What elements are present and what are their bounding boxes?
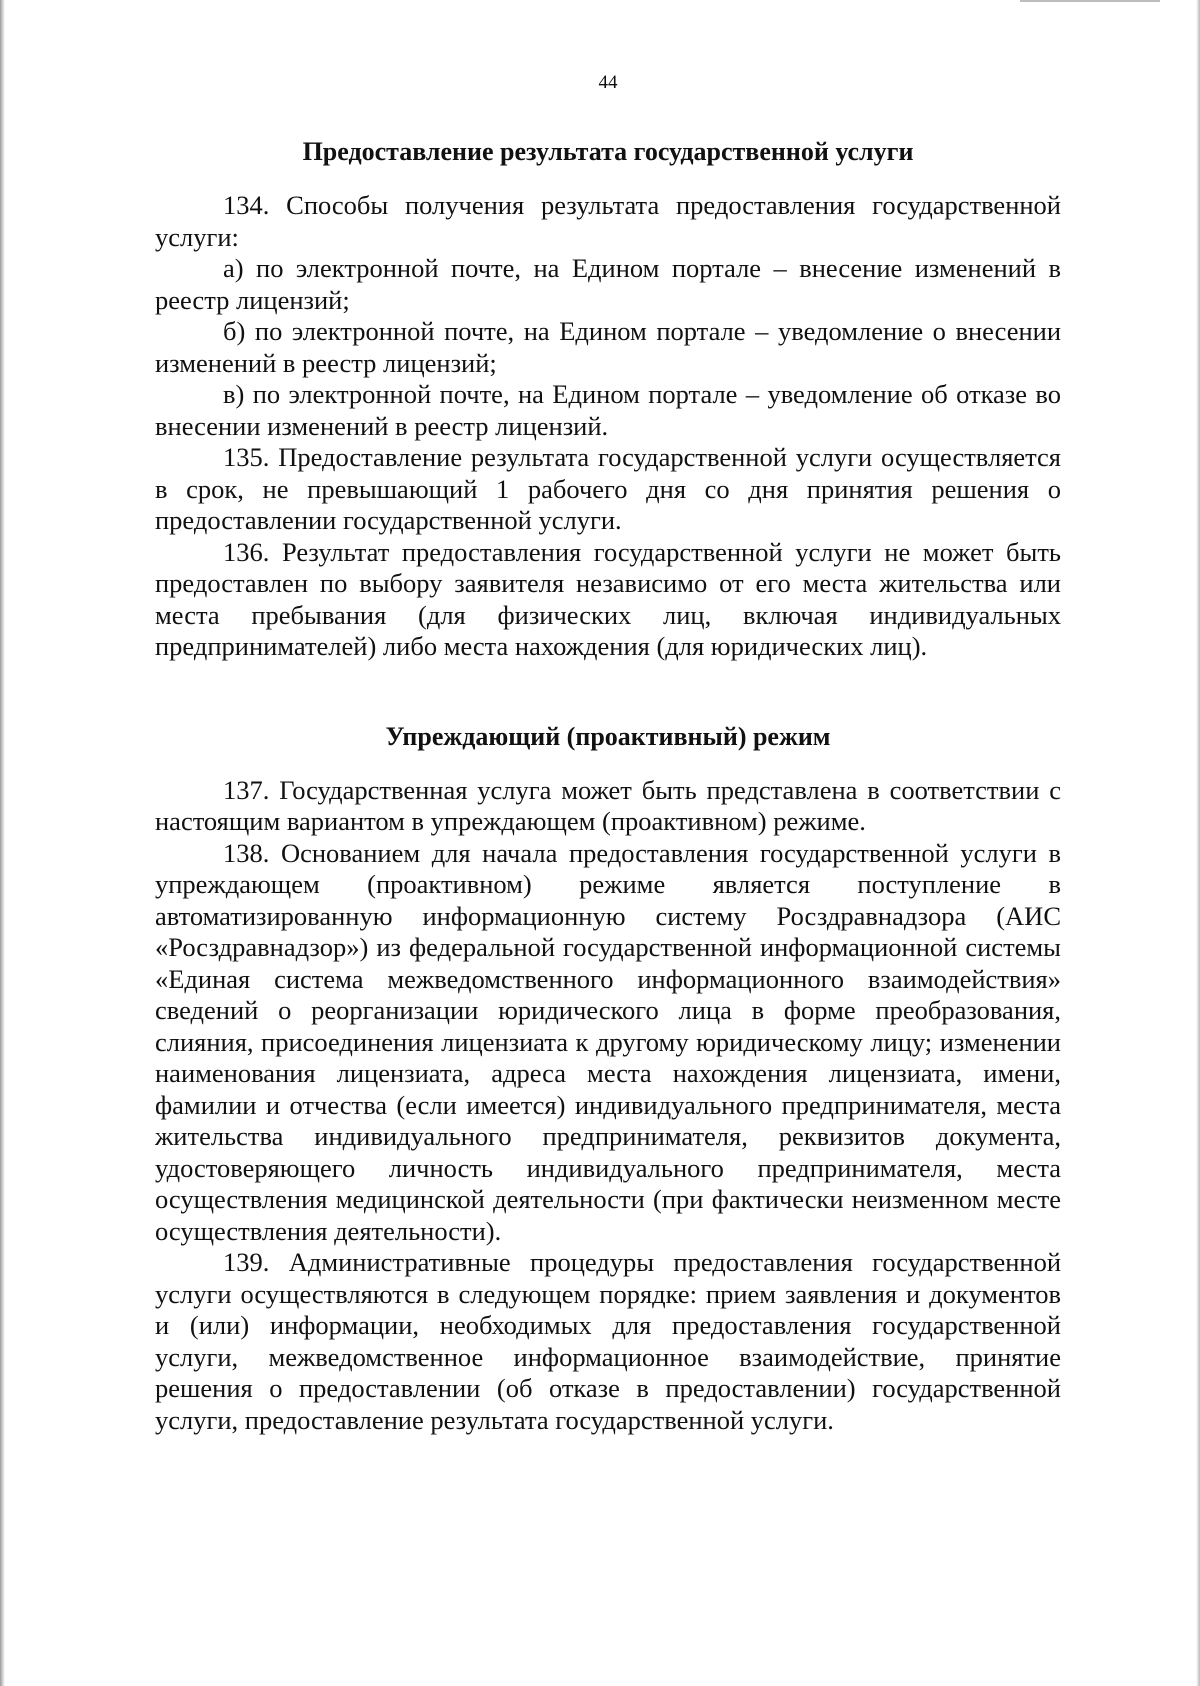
paragraph-139: 139. Административные процедуры предоставления государственной услуги осуществляются в следующем порядке: прием заявления и документов и (или) информации, необходимых для предоставления государственной услуги, межведомственное информационное взаимодействие, принятие решения о предоставлении (об отказе в предоставлении) государственной услуги, предоставление результата государственной услуги. <box>155 1247 1061 1435</box>
section-proactive-body <box>155 775 1061 1437</box>
section-title-result: Предоставление результата государственной услуги <box>302 137 914 166</box>
paragraph-135: 135. Предоставление результата государственной услуги осуществляется в срок, не превышающий 1 рабочего дня со дня принятия решения о предоставлении государственной услуги. <box>155 442 1061 535</box>
scan-left-edge <box>0 0 5 1686</box>
page-number: 44 <box>598 72 618 93</box>
paragraph-134-a: а) по электронной почте, на Едином портале – внесение изменений в реестр лицензий; <box>155 253 1061 315</box>
paragraph-134: 134. Способы получения результата предоставления государственной услуги: <box>155 190 1061 252</box>
section-result-body <box>155 190 1061 663</box>
scan-top-mark <box>1020 0 1160 2</box>
section-title-proactive: Упреждающий (проактивный) режим <box>385 721 831 751</box>
paragraph-136: 136. Результат предоставления государственной услуги не может быть предоставлен по выбору заявителя независимо от его места жительства или места пребывания (для физических лиц, включая индивидуальных предпринимателей) либо места нахождения (для юридических лиц). <box>155 536 1061 661</box>
document-page <box>155 72 1061 1436</box>
scan-right-edge <box>1196 0 1200 1686</box>
paragraph-134-v: в) по электронной почте, на Едином портале – уведомление об отказе во внесении изменений в реестр лицензий. <box>155 379 1061 441</box>
paragraph-137: 137. Государственная услуга может быть представлена в соответствии с настоящим вариантом в упреждающем (проактивном) режиме. <box>155 774 1061 836</box>
paragraph-134-b: б) по электронной почте, на Едином портале – уведомление о внесении изменений в реестр лицензий; <box>155 316 1061 378</box>
paragraph-138: 138. Основанием для начала предоставления государственной услуги в упреждающем (проактивном) режиме является поступление в автоматизированную информационную систему Росздравнадзора (АИС «Росздравнадзор») из федеральной государственной информационной системы «Единая система межведомственного информационного взаимодействия» сведений о реорганизации юридического лица в форме преобразования, слияния, присоединения лицензиата к другому юридическому лицу; изменении наименования лицензиата, адреса места нахождения лицензиата, имени, фамилии и отчества (если имеется) индивидуального предпринимателя, места жительства индивидуального предпринимателя, реквизитов документа, удостоверяющего личность индивидуального предпринимателя, места осуществления медицинской деятельности (при фактически неизменном месте осуществления деятельности). <box>155 837 1061 1246</box>
